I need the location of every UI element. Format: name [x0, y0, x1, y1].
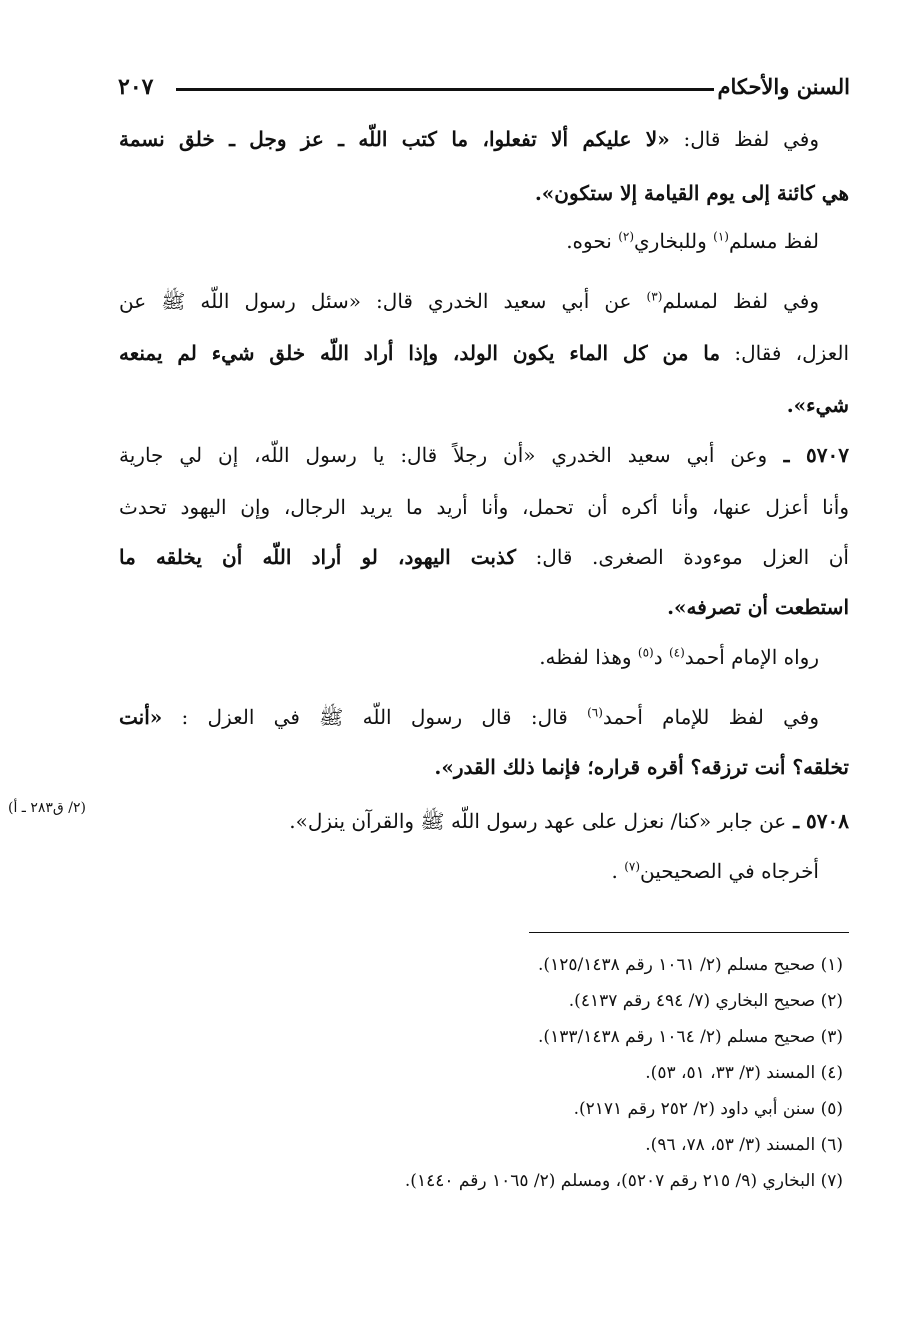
- text-line: [119, 226, 819, 256]
- manuscript-margin-note: (٢/ ق٢٨٣ ـ أ): [8, 800, 86, 816]
- text-span: عن أبي سعيد الخدري قال: «سئل رسول اللّه ﷺ عن: [119, 289, 647, 313]
- text-span: وفي لفظ قال:: [669, 127, 819, 151]
- text-span: أن العزل موءودة الصغرى. قال:: [516, 545, 849, 569]
- text-line: [119, 702, 819, 732]
- footnote-ref: (٥): [637, 645, 654, 660]
- text-line: [119, 178, 849, 208]
- text-line: [119, 124, 819, 154]
- text-line: [119, 752, 849, 782]
- footnote-ref: (١): [713, 229, 729, 244]
- header-rule: [176, 88, 714, 91]
- hadith-quote: «أنت: [119, 705, 163, 729]
- text-span: أخرجاه في الصحيحين: [640, 859, 819, 883]
- hadith-quote: «لا عليكم ألا تفعلوا، ما كتب اللّه ـ عز وجل ـ خلق نسمة: [119, 127, 670, 151]
- text-span: لفظ مسلم: [728, 229, 819, 253]
- text-span: نحوه.: [566, 229, 619, 253]
- text-span: وعن أبي سعيد الخدري «أن رجلاً قال: يا رسول اللّه، إن لي جارية: [119, 443, 768, 467]
- hadith-quote: تخلقه؟ أنت ترزقه؟ أقره قراره؛ فإنما ذلك القدر».: [434, 755, 849, 779]
- text-span: العزل، فقال:: [720, 341, 849, 365]
- footnote: (٧) البخاري (٩/ ٢١٥ رقم ٥٢٠٧)، ومسلم (٢/ ١٠٦٥ رقم ١٤٤٠).: [404, 1171, 843, 1191]
- footnote-ref: (٧): [624, 859, 641, 874]
- footnote-ref: (٢): [618, 229, 635, 244]
- footnote-ref: (٣): [646, 289, 663, 304]
- text-line: [119, 390, 849, 420]
- hadith-quote: كذبت اليهود، لو أراد اللّه أن يخلقه ما: [119, 545, 517, 569]
- running-title: السنن والأحكام: [717, 74, 850, 99]
- footnote-ref: (٦): [587, 705, 603, 720]
- text-span: قال: قال رسول اللّه ﷺ في العزل :: [162, 705, 588, 729]
- text-line: [119, 440, 849, 470]
- text-span: وأنا أعزل عنها، وأنا أكره أن تحمل، وأنا أريد ما يريد الرجال، وإن اليهود تحدث: [119, 495, 849, 519]
- text-line: [119, 642, 819, 672]
- text-line: [119, 806, 849, 836]
- text-line: [119, 338, 849, 368]
- text-span: وللبخاري: [634, 229, 714, 253]
- text-line: [119, 542, 849, 572]
- footnote: (٦) المسند (٣/ ٥٣، ٧٨، ٩٦).: [645, 1135, 843, 1155]
- text-line: [119, 856, 819, 886]
- hadith-quote: ما من كل الماء يكون الولد، وإذا أراد اللّه خلق شيء لم يمنعه: [119, 341, 721, 365]
- text-line: [119, 286, 819, 316]
- text-span: وفي لفظ لمسلم: [662, 289, 820, 313]
- text-span: وهذا لفظه.: [539, 645, 638, 669]
- footnote: (٢) صحيح البخاري (٧/ ٤٩٤ رقم ٤١٣٧).: [568, 991, 843, 1011]
- text-span: عن جابر «كنا/ نعزل على عهد رسول اللّه ﷺ والقرآن ينزل».: [289, 809, 787, 833]
- text-span: .: [611, 859, 625, 883]
- hadith-number: ٥٧٠٨ ـ: [786, 809, 849, 833]
- footnote: (١) صحيح مسلم (٢/ ١٠٦١ رقم ١٢٥/١٤٣٨).: [538, 955, 843, 975]
- page-number: ٢٠٧: [118, 74, 154, 100]
- footnote: (٥) سنن أبي داود (٢/ ٢٥٢ رقم ٢١٧١).: [573, 1099, 843, 1119]
- footnote-separator: [529, 932, 849, 933]
- text-span: وفي لفظ للإمام أحمد: [602, 705, 819, 729]
- footnote: (٣) صحيح مسلم (٢/ ١٠٦٤ رقم ١٣٣/١٤٣٨).: [538, 1027, 843, 1047]
- page-header: [118, 70, 850, 110]
- footnote: (٤) المسند (٣/ ٣٣، ٥١، ٥٣).: [645, 1063, 843, 1083]
- hadith-number: ٥٧٠٧ ـ: [767, 443, 849, 467]
- footnote-ref: (٤): [668, 645, 685, 660]
- hadith-quote: هي كائنة إلى يوم القيامة إلا ستكون».: [534, 181, 849, 205]
- text-line: [119, 492, 849, 522]
- text-span: د: [653, 645, 669, 669]
- text-line: [119, 592, 849, 622]
- hadith-quote: شيء».: [786, 393, 849, 417]
- hadith-quote: استطعت أن تصرفه».: [667, 595, 849, 619]
- text-span: رواه الإمام أحمد: [684, 645, 819, 669]
